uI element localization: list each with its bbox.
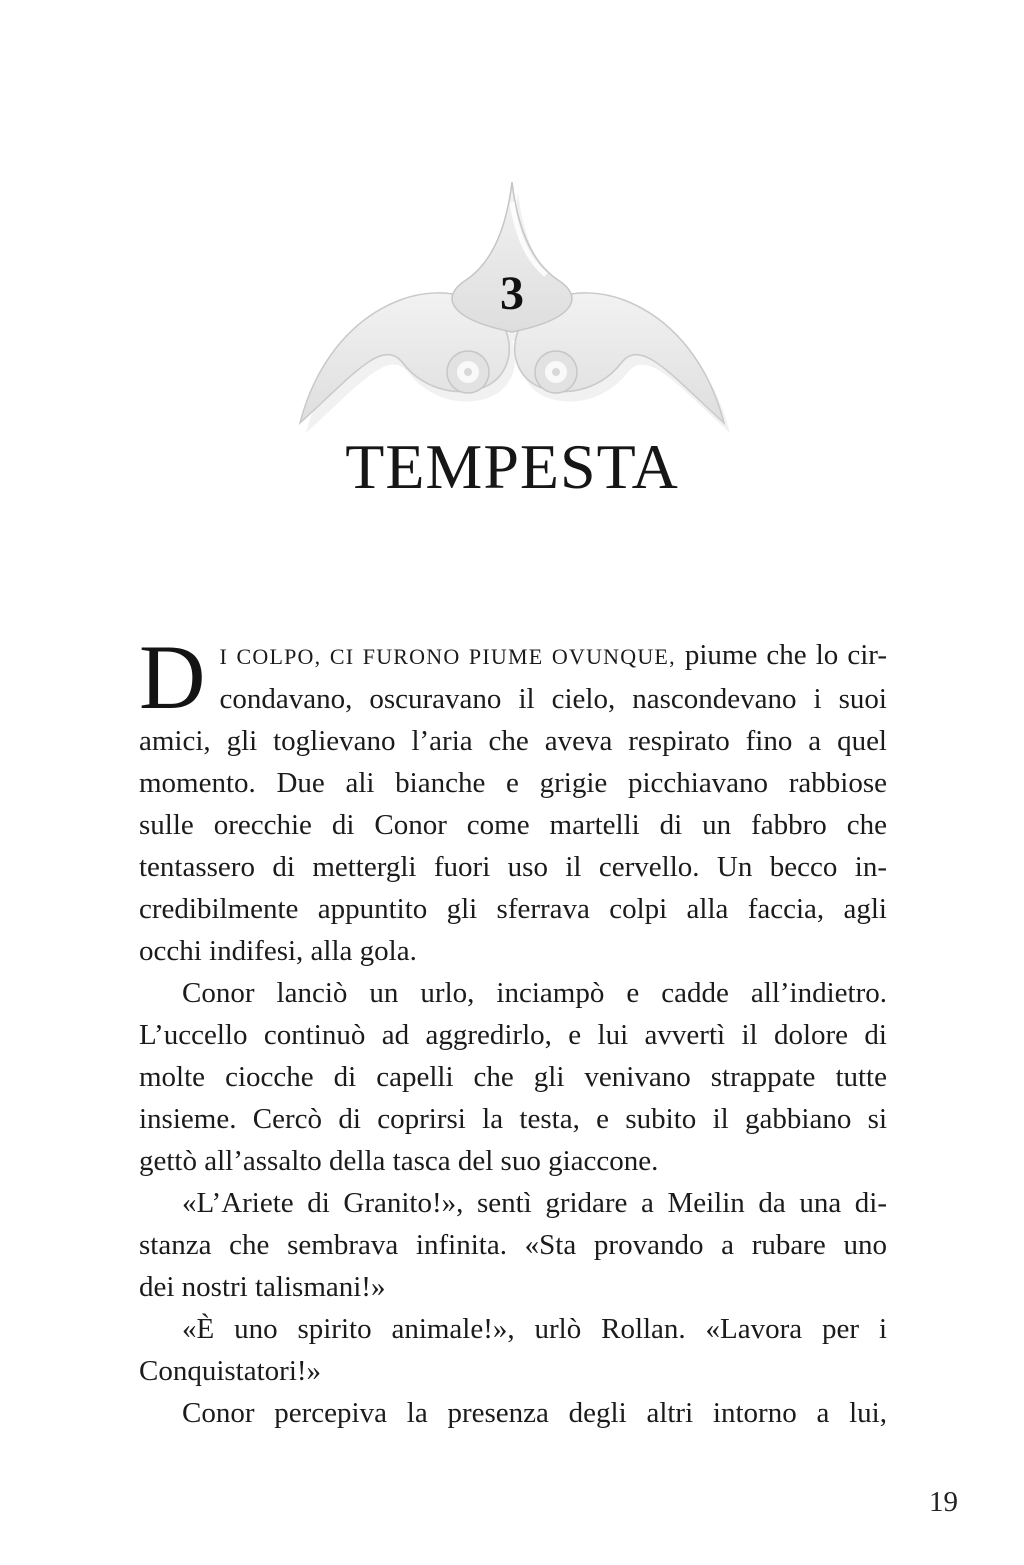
text-line: I COLPO, CI FURONO PIUME OVUNQUE, piume che lo cir- (219, 639, 887, 671)
chapter-number: 3 (500, 267, 524, 320)
text-line: «È uno spirito animale!», urlò Rollan. «Lavora per i (182, 1313, 887, 1345)
page-number: 19 (929, 1486, 958, 1518)
body-text (139, 626, 887, 1434)
small-caps-lead: I COLPO, CI FURONO PIUME OVUNQUE, (219, 644, 676, 669)
text-line: «L’Ariete di Granito!», sentì gridare a Meilin da una di- (182, 1187, 887, 1219)
text-line: credibilmente appuntito gli sferrava colpi alla faccia, agli (139, 893, 887, 925)
paragraph (139, 1182, 887, 1308)
paragraph (139, 626, 887, 972)
text-line: momento. Due ali bianche e grigie picchiavano rabbiose (139, 767, 887, 799)
text-line: molte ciocche di capelli che gli venivano strappate tutte (139, 1061, 887, 1093)
text-line: Conor percepiva la presenza degli altri intorno a lui, (182, 1397, 887, 1429)
text-line: occhi indifesi, alla gola. (139, 935, 417, 967)
text-line: condavano, oscuravano il cielo, nascondevano i suoi (219, 683, 887, 715)
text-line: L’uccello continuò ad aggredirlo, e lui avvertì il dolore di (139, 1019, 887, 1051)
text-line: Conor lanciò un urlo, inciampò e cadde all’indietro. (182, 977, 887, 1009)
text-line: gettò all’assalto della tasca del suo giaccone. (139, 1145, 659, 1177)
text-line: stanza che sembrava infinita. «Sta provando a rubare uno (139, 1229, 887, 1261)
text-line: insieme. Cercò di coprirsi la testa, e subito il gabbiano si (139, 1103, 887, 1135)
drop-cap: D (139, 626, 206, 728)
text-line: tentassero di mettergli fuori uso il cervello. Un becco in- (139, 851, 887, 883)
text-line: Conquistatori!» (139, 1355, 322, 1387)
text-line: amici, gli toglievano l’aria che aveva respirato fino a quel (139, 725, 887, 757)
paragraph (139, 1308, 887, 1392)
paragraph (139, 1392, 887, 1434)
text-line: dei nostri talismani!» (139, 1271, 386, 1303)
chapter-title: TEMPESTA (345, 431, 679, 502)
text-line: sulle orecchie di Conor come martelli di un fabbro che (139, 809, 887, 841)
paragraph (139, 972, 887, 1182)
